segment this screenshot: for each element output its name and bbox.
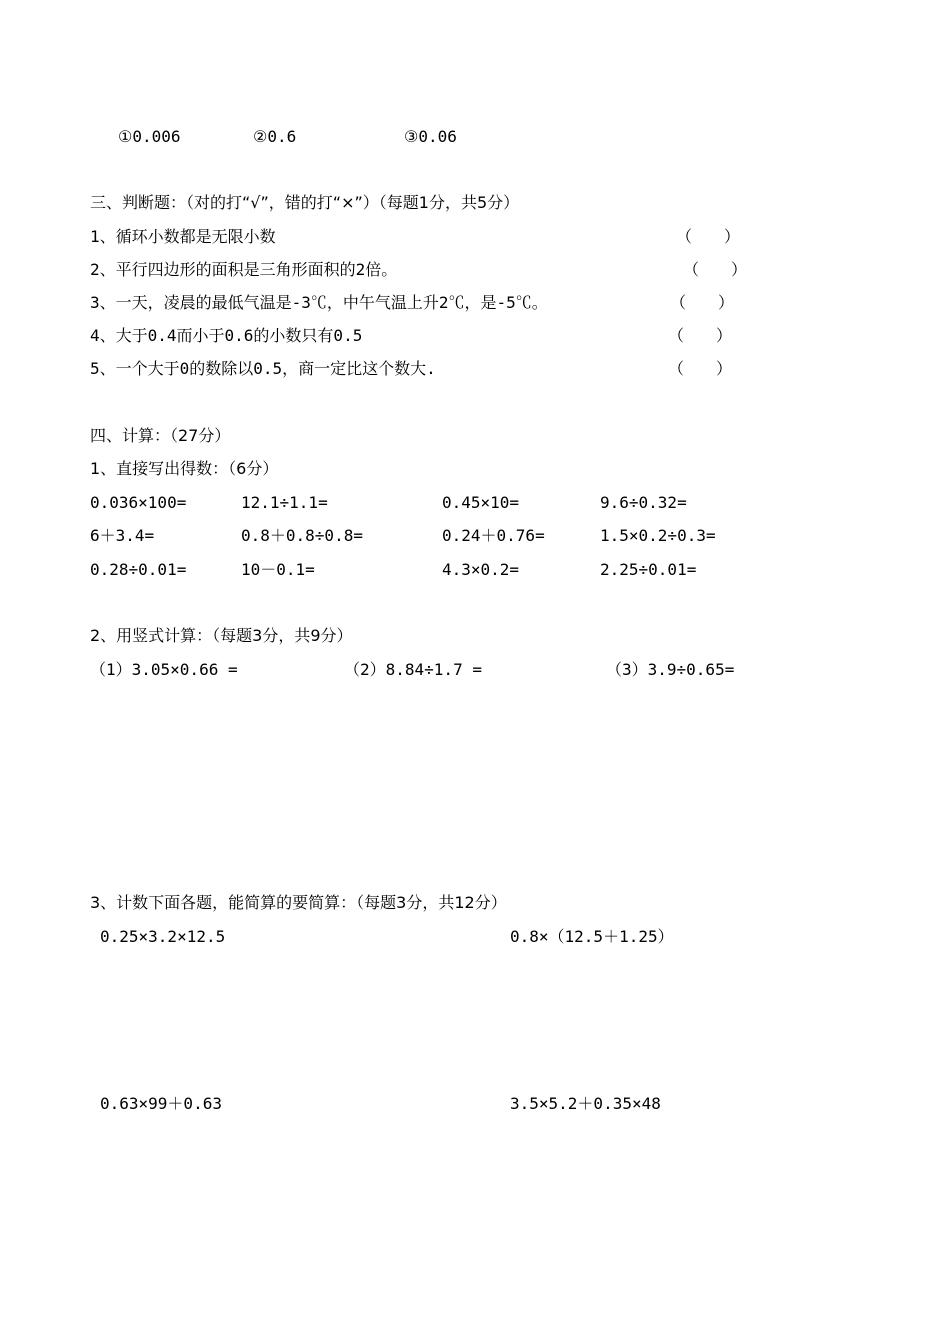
simplify-calc-4: 3.5×5.2＋0.35×48 — [510, 1094, 661, 1113]
calc-cell: 4.3×0.2= — [442, 560, 520, 579]
section4-title: 四、计算：（27分） — [90, 426, 231, 445]
judge-item-3: 3、一天，凌晨的最低气温是-3℃，中午气温上升2℃，是-5℃。 — [90, 293, 548, 312]
section3-title: 三、判断题：（对的打“√”，错的打“×”）（每题1分，共5分） — [90, 193, 520, 212]
calc-cell: 9.6÷0.32= — [600, 493, 687, 512]
option-3: ③0.06 — [404, 127, 457, 146]
vertical-calc-1: （1）3.05×0.66 = — [90, 660, 238, 679]
judge-item-1: 1、循环小数都是无限小数 — [90, 227, 276, 246]
part1-title: 1、直接写出得数：（6分） — [90, 459, 279, 478]
judge-bracket-3[interactable]: （ ） — [670, 293, 735, 312]
part2-title: 2、用竖式计算：（每题3分，共9分） — [90, 626, 353, 645]
calc-cell: 12.1÷1.1= — [241, 493, 328, 512]
judge-bracket-2[interactable]: （ ） — [683, 260, 748, 279]
vertical-calc-3: （3）3.9÷0.65= — [606, 660, 735, 679]
judge-bracket-4[interactable]: （ ） — [668, 326, 733, 345]
calc-cell: 0.8＋0.8÷0.8= — [241, 526, 363, 545]
option-2: ②0.6 — [253, 127, 297, 146]
simplify-calc-2: 0.8×（12.5＋1.25） — [510, 927, 674, 946]
judge-item-4: 4、大于0.4而小于0.6的小数只有0.5 — [90, 326, 363, 345]
calc-cell: 0.28÷0.01= — [90, 560, 187, 579]
part3-title: 3、计数下面各题，能简算的要简算：（每题3分，共12分） — [90, 893, 507, 912]
simplify-calc-1: 0.25×3.2×12.5 — [100, 927, 226, 946]
calc-cell: 0.24＋0.76= — [442, 526, 545, 545]
calc-cell: 1.5×0.2÷0.3= — [600, 526, 716, 545]
simplify-calc-3: 0.63×99＋0.63 — [100, 1094, 222, 1113]
calc-cell: 2.25÷0.01= — [600, 560, 697, 579]
vertical-calc-2: （2）8.84÷1.7 = — [344, 660, 482, 679]
judge-bracket-5[interactable]: （ ） — [668, 359, 733, 378]
calc-cell: 10－0.1= — [241, 560, 315, 579]
judge-item-2: 2、平行四边形的面积是三角形面积的2倍。 — [90, 260, 398, 279]
judge-bracket-1[interactable]: （ ） — [676, 227, 741, 246]
option-1: ①0.006 — [118, 127, 181, 146]
judge-item-5: 5、一个大于0的数除以0.5，商一定比这个数大. — [90, 359, 436, 378]
calc-cell: 6＋3.4= — [90, 526, 155, 545]
calc-cell: 0.45×10= — [442, 493, 520, 512]
calc-cell: 0.036×100= — [90, 493, 187, 512]
